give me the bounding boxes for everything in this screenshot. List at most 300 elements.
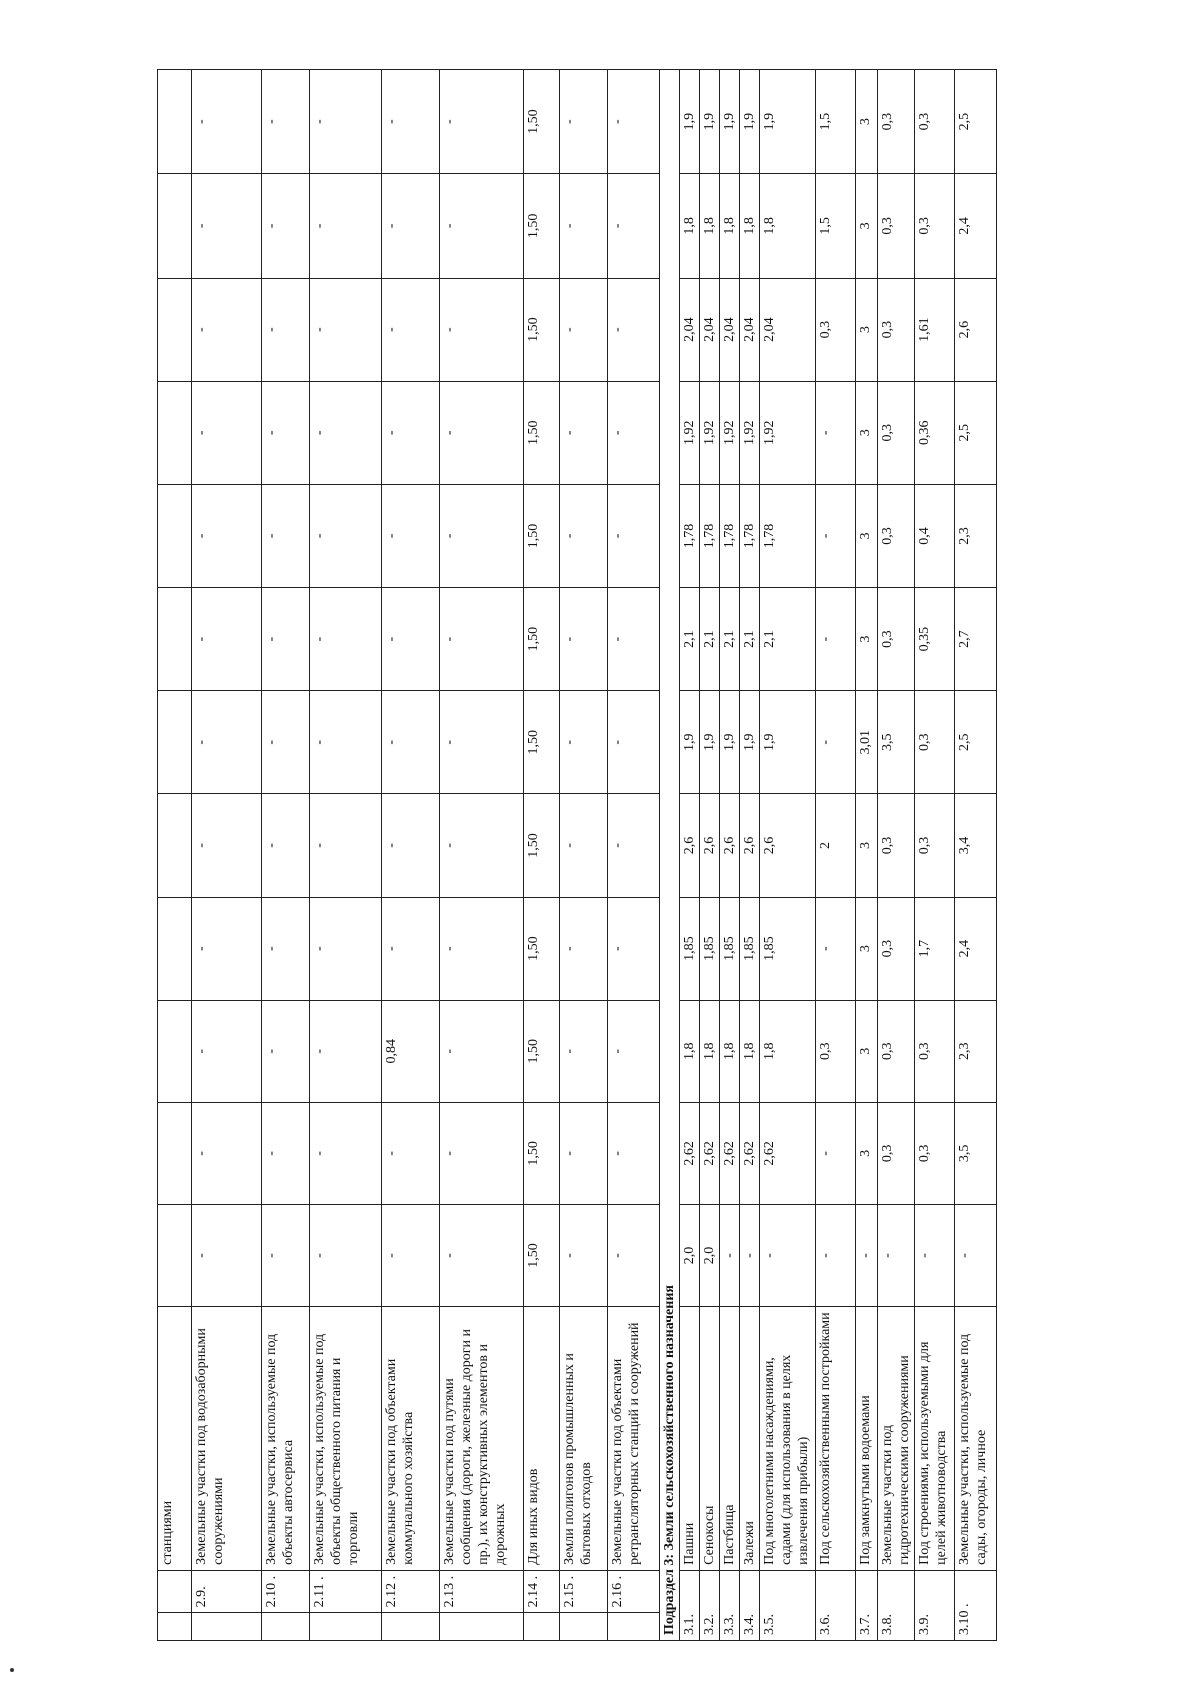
- value-cell: 1,78: [760, 484, 816, 587]
- table-row: [560, 70, 608, 1641]
- value-cell: -: [192, 70, 262, 174]
- row-name-cell: Земельные участки под объектами ретрансляторных станций и сооружений: [608, 1307, 660, 1571]
- value-cell: 0,3: [915, 1102, 955, 1204]
- rotated-table-container: [157, 69, 1082, 1641]
- value-cell: 3: [856, 1000, 878, 1102]
- value-cell: -: [740, 1204, 760, 1306]
- value-cell: 0,36: [915, 381, 955, 484]
- table-body: [158, 70, 997, 1641]
- value-cell: 2,04: [680, 278, 700, 381]
- value-cell: 1,50: [524, 588, 560, 691]
- value-cell: 0,3: [878, 1102, 915, 1204]
- value-cell: -: [382, 381, 440, 484]
- row-number-cell: 3.7.: [856, 1570, 878, 1640]
- value-cell: -: [608, 691, 660, 794]
- value-cell: 3: [856, 1102, 878, 1204]
- row-name-cell: Сенокосы: [700, 1307, 720, 1571]
- row-number-cell: 2.14 .: [524, 1570, 560, 1613]
- row-name-cell: Земельные участки, используемые под объекты общественного питания и торговли: [310, 1307, 382, 1571]
- spacer-cell: [382, 1613, 440, 1641]
- value-cell: 2,6: [760, 794, 816, 897]
- coefficient-table: [157, 69, 997, 1641]
- value-cell: -: [192, 897, 262, 1000]
- value-cell: 1,85: [700, 897, 720, 1000]
- value-cell: -: [192, 1000, 262, 1102]
- value-cell: 1,92: [700, 381, 720, 484]
- value-cell: 2,62: [720, 1102, 740, 1204]
- value-cell: -: [560, 588, 608, 691]
- value-cell: -: [608, 484, 660, 587]
- value-cell: 1,50: [524, 381, 560, 484]
- row-number-cell: 3.3.: [720, 1570, 740, 1640]
- spacer-cell: [262, 1613, 310, 1641]
- row-name-cell: станциями: [158, 1307, 192, 1571]
- value-cell: -: [440, 381, 524, 484]
- section-title: Подраздел 3: Земли сельскохозяйственного назначения: [660, 70, 680, 1641]
- value-cell: -: [608, 794, 660, 897]
- value-cell: 2,1: [740, 588, 760, 691]
- value-cell: 1,8: [720, 174, 740, 278]
- value-cell: -: [310, 794, 382, 897]
- value-cell: 0,4: [915, 484, 955, 587]
- value-cell: -: [382, 1102, 440, 1204]
- value-cell: 1,9: [740, 70, 760, 174]
- value-cell: -: [560, 691, 608, 794]
- value-cell: 2,62: [740, 1102, 760, 1204]
- value-cell: -: [560, 1102, 608, 1204]
- value-cell: [158, 70, 192, 174]
- spacer-cell: [440, 1613, 524, 1641]
- table-row: [760, 70, 816, 1641]
- value-cell: -: [262, 1000, 310, 1102]
- value-cell: 0,3: [816, 1000, 856, 1102]
- value-cell: 3,5: [955, 1102, 997, 1204]
- value-cell: -: [608, 588, 660, 691]
- value-cell: -: [440, 794, 524, 897]
- value-cell: -: [262, 278, 310, 381]
- table-row: [955, 70, 997, 1641]
- value-cell: 1,78: [700, 484, 720, 587]
- value-cell: 3: [856, 278, 878, 381]
- value-cell: -: [608, 1102, 660, 1204]
- value-cell: -: [382, 794, 440, 897]
- value-cell: -: [310, 1000, 382, 1102]
- row-name-cell: Земельные участки, используемые под объекты автосервиса: [262, 1307, 310, 1571]
- table-row: [382, 70, 440, 1641]
- value-cell: -: [760, 1204, 816, 1306]
- spacer-cell: [560, 1613, 608, 1641]
- value-cell: -: [608, 381, 660, 484]
- row-number-cell: 3.8.: [878, 1570, 915, 1640]
- value-cell: 1,85: [680, 897, 700, 1000]
- value-cell: 2,0: [680, 1204, 700, 1306]
- spacer-cell: [310, 1613, 382, 1641]
- table-row: [720, 70, 740, 1641]
- value-cell: [158, 278, 192, 381]
- value-cell: -: [310, 381, 382, 484]
- value-cell: -: [816, 1204, 856, 1306]
- value-cell: -: [310, 588, 382, 691]
- value-cell: 1,92: [680, 381, 700, 484]
- row-number-cell: 2.13 .: [440, 1570, 524, 1613]
- value-cell: 1,8: [680, 1000, 700, 1102]
- value-cell: 0,84: [382, 1000, 440, 1102]
- value-cell: 2: [816, 794, 856, 897]
- value-cell: 1,92: [720, 381, 740, 484]
- value-cell: -: [816, 484, 856, 587]
- table-row: [856, 70, 878, 1641]
- row-number-cell: 2.16 .: [608, 1570, 660, 1613]
- row-number-cell: [158, 1570, 192, 1613]
- value-cell: -: [720, 1204, 740, 1306]
- value-cell: 0,3: [878, 1000, 915, 1102]
- table-row: [192, 70, 262, 1641]
- value-cell: 2,5: [955, 381, 997, 484]
- value-cell: 1,9: [720, 691, 740, 794]
- value-cell: -: [608, 70, 660, 174]
- value-cell: -: [560, 1000, 608, 1102]
- value-cell: 0,3: [878, 278, 915, 381]
- value-cell: 3: [856, 174, 878, 278]
- value-cell: 2,6: [740, 794, 760, 897]
- value-cell: -: [440, 1204, 524, 1306]
- value-cell: 2,3: [955, 484, 997, 587]
- value-cell: 1,9: [680, 70, 700, 174]
- row-name-cell: Земельные участки, используемые под сады, огороды, личное: [955, 1307, 997, 1571]
- row-number-cell: 2.9.: [192, 1570, 262, 1613]
- section-title-row: [660, 70, 680, 1641]
- value-cell: 1,50: [524, 691, 560, 794]
- value-cell: -: [382, 588, 440, 691]
- value-cell: 2,1: [700, 588, 720, 691]
- value-cell: -: [310, 691, 382, 794]
- value-cell: -: [262, 174, 310, 278]
- value-cell: 3,4: [955, 794, 997, 897]
- value-cell: -: [915, 1204, 955, 1306]
- value-cell: -: [192, 1204, 262, 1306]
- value-cell: -: [262, 70, 310, 174]
- value-cell: 1,78: [720, 484, 740, 587]
- row-number-cell: 3.5.: [760, 1570, 816, 1640]
- value-cell: -: [608, 1204, 660, 1306]
- value-cell: -: [192, 174, 262, 278]
- value-cell: 1,8: [700, 174, 720, 278]
- value-cell: -: [262, 588, 310, 691]
- table-row: [740, 70, 760, 1641]
- value-cell: 2,4: [955, 897, 997, 1000]
- value-cell: 2,7: [955, 588, 997, 691]
- value-cell: -: [955, 1204, 997, 1306]
- value-cell: 3: [856, 588, 878, 691]
- value-cell: 1,8: [740, 174, 760, 278]
- value-cell: -: [310, 484, 382, 587]
- scan-dot: [10, 1668, 14, 1672]
- value-cell: -: [310, 70, 382, 174]
- value-cell: -: [192, 794, 262, 897]
- value-cell: 1,78: [680, 484, 700, 587]
- row-number-cell: 3.1.: [680, 1570, 700, 1640]
- table-row: [608, 70, 660, 1641]
- row-name-cell: Залежи: [740, 1307, 760, 1571]
- value-cell: -: [310, 1204, 382, 1306]
- value-cell: 2,5: [955, 691, 997, 794]
- value-cell: 1,5: [816, 70, 856, 174]
- value-cell: -: [560, 484, 608, 587]
- table-row: [524, 70, 560, 1641]
- value-cell: -: [310, 1102, 382, 1204]
- row-name-cell: Пашни: [680, 1307, 700, 1571]
- row-name-cell: Земельные участки под путями сообщения (дороги, железные дороги и пр.), их конструктивных элементов и дорожных: [440, 1307, 524, 1571]
- value-cell: -: [382, 70, 440, 174]
- value-cell: -: [608, 897, 660, 1000]
- row-number-cell: 3.6.: [816, 1570, 856, 1640]
- value-cell: -: [192, 381, 262, 484]
- table-row: [915, 70, 955, 1641]
- value-cell: -: [560, 381, 608, 484]
- value-cell: -: [440, 484, 524, 587]
- value-cell: -: [560, 1204, 608, 1306]
- value-cell: -: [440, 1102, 524, 1204]
- value-cell: 3,01: [856, 691, 878, 794]
- value-cell: -: [816, 897, 856, 1000]
- value-cell: 2,4: [955, 174, 997, 278]
- value-cell: -: [440, 174, 524, 278]
- value-cell: 1,50: [524, 1204, 560, 1306]
- row-name-cell: Под строениями, используемыми для целей животноводства: [915, 1307, 955, 1571]
- row-name-cell: Под замкнутыми водоемами: [856, 1307, 878, 1571]
- value-cell: -: [192, 588, 262, 691]
- row-number-cell: 3.10 .: [955, 1570, 997, 1640]
- table-row: [262, 70, 310, 1641]
- value-cell: 1,9: [680, 691, 700, 794]
- row-name-cell: Под сельскохозяйственными постройками: [816, 1307, 856, 1571]
- value-cell: 1,8: [720, 1000, 740, 1102]
- value-cell: -: [878, 1204, 915, 1306]
- value-cell: -: [262, 794, 310, 897]
- table-row: [310, 70, 382, 1641]
- spacer-cell: [608, 1613, 660, 1641]
- value-cell: -: [440, 588, 524, 691]
- value-cell: 1,5: [816, 174, 856, 278]
- value-cell: 1,8: [680, 174, 700, 278]
- value-cell: 0,3: [878, 897, 915, 1000]
- value-cell: -: [192, 278, 262, 381]
- value-cell: -: [192, 691, 262, 794]
- value-cell: 1,8: [700, 1000, 720, 1102]
- value-cell: -: [560, 794, 608, 897]
- value-cell: 1,92: [740, 381, 760, 484]
- value-cell: -: [262, 484, 310, 587]
- table-row: [700, 70, 720, 1641]
- value-cell: -: [560, 897, 608, 1000]
- table-row: [680, 70, 700, 1641]
- value-cell: 1,50: [524, 174, 560, 278]
- value-cell: -: [310, 278, 382, 381]
- value-cell: 2,1: [680, 588, 700, 691]
- table-row: [440, 70, 524, 1641]
- row-name-cell: Для иных видов: [524, 1307, 560, 1571]
- value-cell: 2,04: [700, 278, 720, 381]
- value-cell: -: [440, 897, 524, 1000]
- value-cell: 0,3: [878, 381, 915, 484]
- value-cell: 1,50: [524, 70, 560, 174]
- row-number-cell: 3.2.: [700, 1570, 720, 1640]
- value-cell: 2,04: [740, 278, 760, 381]
- row-name-cell: Земельные участки под объектами коммунального хозяйства: [382, 1307, 440, 1571]
- value-cell: [158, 1102, 192, 1204]
- value-cell: -: [816, 381, 856, 484]
- value-cell: 0,3: [915, 70, 955, 174]
- value-cell: 1,50: [524, 484, 560, 587]
- value-cell: -: [262, 691, 310, 794]
- value-cell: 2,62: [760, 1102, 816, 1204]
- value-cell: 1,8: [760, 174, 816, 278]
- value-cell: 1,9: [700, 70, 720, 174]
- value-cell: 2,5: [955, 70, 997, 174]
- value-cell: -: [382, 897, 440, 1000]
- value-cell: -: [816, 691, 856, 794]
- value-cell: [158, 794, 192, 897]
- value-cell: 2,1: [720, 588, 740, 691]
- value-cell: -: [382, 691, 440, 794]
- value-cell: 2,3: [955, 1000, 997, 1102]
- value-cell: -: [382, 278, 440, 381]
- value-cell: -: [440, 691, 524, 794]
- value-cell: 0,3: [915, 1000, 955, 1102]
- value-cell: 0,35: [915, 588, 955, 691]
- value-cell: -: [856, 1204, 878, 1306]
- value-cell: 1,9: [760, 691, 816, 794]
- value-cell: 1,8: [760, 1000, 816, 1102]
- value-cell: -: [382, 1204, 440, 1306]
- value-cell: -: [440, 1000, 524, 1102]
- value-cell: 3: [856, 381, 878, 484]
- spacer-cell: [524, 1613, 560, 1641]
- row-number-cell: 2.12 .: [382, 1570, 440, 1613]
- row-name-cell: Земельные участки под гидротехническими сооружениями: [878, 1307, 915, 1571]
- value-cell: [158, 381, 192, 484]
- table-row: [878, 70, 915, 1641]
- value-cell: 2,62: [700, 1102, 720, 1204]
- value-cell: 1,8: [740, 1000, 760, 1102]
- value-cell: 1,92: [760, 381, 816, 484]
- value-cell: 2,04: [760, 278, 816, 381]
- value-cell: -: [560, 278, 608, 381]
- value-cell: 3: [856, 897, 878, 1000]
- value-cell: -: [262, 1102, 310, 1204]
- value-cell: 1,9: [740, 691, 760, 794]
- row-number-cell: 3.9.: [915, 1570, 955, 1640]
- value-cell: 2,1: [760, 588, 816, 691]
- value-cell: 0,3: [878, 484, 915, 587]
- value-cell: [158, 1000, 192, 1102]
- value-cell: 1,7: [915, 897, 955, 1000]
- table-row: [816, 70, 856, 1641]
- value-cell: [158, 897, 192, 1000]
- value-cell: 1,61: [915, 278, 955, 381]
- value-cell: 2,6: [720, 794, 740, 897]
- row-number-cell: 2.11 .: [310, 1570, 382, 1613]
- value-cell: [158, 691, 192, 794]
- value-cell: -: [382, 174, 440, 278]
- value-cell: -: [310, 897, 382, 1000]
- value-cell: -: [608, 174, 660, 278]
- value-cell: 3: [856, 70, 878, 174]
- value-cell: 3: [856, 794, 878, 897]
- value-cell: -: [560, 174, 608, 278]
- value-cell: 1,85: [720, 897, 740, 1000]
- row-name-cell: Пастбища: [720, 1307, 740, 1571]
- value-cell: -: [440, 278, 524, 381]
- value-cell: -: [816, 588, 856, 691]
- row-name-cell: Земельные участки под водозаборными сооружениями: [192, 1307, 262, 1571]
- value-cell: 1,50: [524, 897, 560, 1000]
- value-cell: 2,6: [955, 278, 997, 381]
- row-number-cell: 2.10 .: [262, 1570, 310, 1613]
- value-cell: 3,5: [878, 691, 915, 794]
- value-cell: 1,78: [740, 484, 760, 587]
- value-cell: 2,62: [680, 1102, 700, 1204]
- table-row: [158, 70, 192, 1641]
- value-cell: 1,50: [524, 1102, 560, 1204]
- value-cell: 0,3: [878, 70, 915, 174]
- value-cell: 2,04: [720, 278, 740, 381]
- row-name-cell: Земли полигонов промышленных и бытовых отходов: [560, 1307, 608, 1571]
- value-cell: 2,0: [700, 1204, 720, 1306]
- value-cell: [158, 1204, 192, 1306]
- value-cell: 1,85: [740, 897, 760, 1000]
- value-cell: -: [608, 1000, 660, 1102]
- value-cell: 0,3: [878, 588, 915, 691]
- value-cell: -: [262, 1204, 310, 1306]
- value-cell: -: [608, 278, 660, 381]
- value-cell: -: [192, 1102, 262, 1204]
- value-cell: 2,6: [680, 794, 700, 897]
- value-cell: 1,9: [760, 70, 816, 174]
- value-cell: 2,6: [700, 794, 720, 897]
- value-cell: -: [192, 484, 262, 587]
- value-cell: -: [262, 897, 310, 1000]
- value-cell: 3: [856, 484, 878, 587]
- row-name-cell: Под многолетними насаждениями, садами (для использования в целях извлечения прибыли): [760, 1307, 816, 1571]
- spacer-cell: [192, 1613, 262, 1641]
- value-cell: -: [262, 381, 310, 484]
- value-cell: 1,9: [700, 691, 720, 794]
- value-cell: [158, 174, 192, 278]
- value-cell: -: [440, 70, 524, 174]
- value-cell: 0,3: [878, 174, 915, 278]
- value-cell: 1,9: [720, 70, 740, 174]
- value-cell: 0,3: [915, 794, 955, 897]
- value-cell: 0,3: [915, 691, 955, 794]
- spacer-cell: [158, 1613, 192, 1641]
- value-cell: -: [560, 70, 608, 174]
- value-cell: 0,3: [915, 174, 955, 278]
- value-cell: 1,50: [524, 278, 560, 381]
- value-cell: 1,50: [524, 1000, 560, 1102]
- value-cell: 0,3: [816, 278, 856, 381]
- row-number-cell: 3.4.: [740, 1570, 760, 1640]
- value-cell: -: [816, 1102, 856, 1204]
- value-cell: 1,85: [760, 897, 816, 1000]
- value-cell: 0,3: [878, 794, 915, 897]
- value-cell: -: [310, 174, 382, 278]
- row-number-cell: 2.15 .: [560, 1570, 608, 1613]
- value-cell: -: [382, 484, 440, 587]
- value-cell: [158, 588, 192, 691]
- value-cell: [158, 484, 192, 587]
- value-cell: 1,50: [524, 794, 560, 897]
